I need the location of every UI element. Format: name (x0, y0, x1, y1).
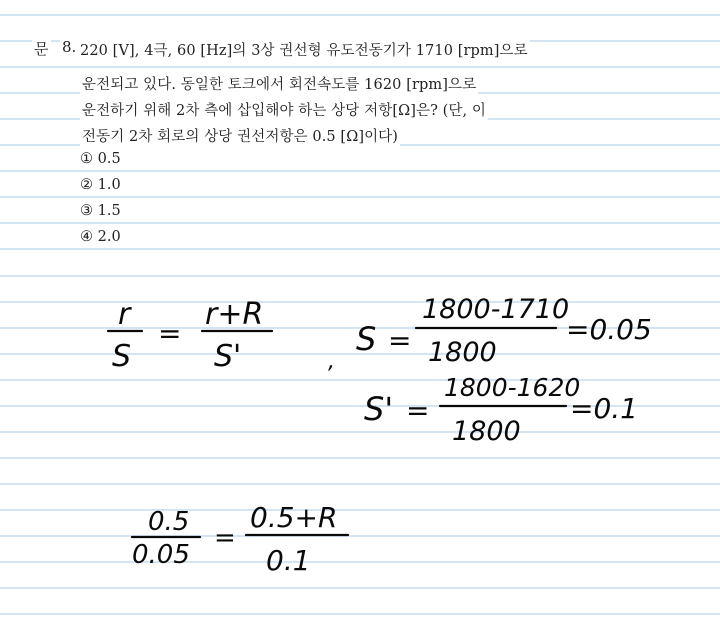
equals-sign: = (406, 394, 430, 427)
eq4-lhs-numerator: 0.5 (148, 507, 190, 537)
eq1-rhs-numerator: r+R (205, 297, 264, 332)
eq2-lhs: S (356, 320, 377, 358)
eq2-result: =0.05 (566, 313, 652, 346)
separator-comma: , (328, 349, 335, 374)
equation-solve (132, 501, 348, 577)
problem-number: 8. (62, 38, 77, 56)
eq4-rhs-numerator: 0.5+R (250, 501, 338, 534)
option-value: 1.0 (97, 177, 121, 193)
eq3-result: =0.1 (570, 392, 638, 425)
question-line: 220 [V], 4극, 60 [Hz]의 3상 권선형 유도전동기가 1710 [rpm]으로 (78, 39, 530, 60)
eq3-denominator: 1800 (452, 416, 521, 447)
eq1-lhs-denominator: S (112, 339, 132, 374)
option-value: 2.0 (97, 229, 121, 245)
eq2-denominator: 1800 (428, 337, 497, 368)
question-line: 운전하기 위해 2차 측에 삽입해야 하는 상당 저항[Ω]은? (단, 이 (80, 99, 488, 120)
question-line: 운전되고 있다. 동일한 토크에서 회전속도를 1620 [rpm]으로 (80, 73, 478, 94)
equals-sign: = (214, 523, 236, 553)
eq3-numerator: 1800-1620 (444, 373, 581, 402)
equation-slip-1 (356, 294, 652, 368)
eq1-rhs-denominator: S' (214, 339, 242, 374)
option-marker: ③ (80, 203, 93, 219)
option-marker: ① (80, 151, 93, 167)
eq3-lhs: S' (364, 390, 394, 428)
equals-sign: = (158, 317, 182, 350)
equals-sign: = (388, 324, 412, 357)
option-marker: ② (80, 177, 93, 193)
question-line: 전동기 2차 회로의 상당 권선저항은 0.5 [Ω]이다) (80, 125, 400, 146)
equation-slip-2 (364, 373, 638, 447)
eq4-lhs-denominator: 0.05 (132, 540, 190, 570)
option-marker: ④ (80, 229, 93, 245)
eq1-lhs-numerator: r (118, 297, 131, 332)
eq4-rhs-denominator: 0.1 (266, 544, 311, 577)
problem-prefix: 문 (34, 40, 49, 58)
eq2-numerator: 1800-1710 (422, 294, 570, 325)
option-value: 0.5 (97, 151, 121, 167)
equation-ratio (108, 297, 272, 374)
option-value: 1.5 (97, 203, 121, 219)
